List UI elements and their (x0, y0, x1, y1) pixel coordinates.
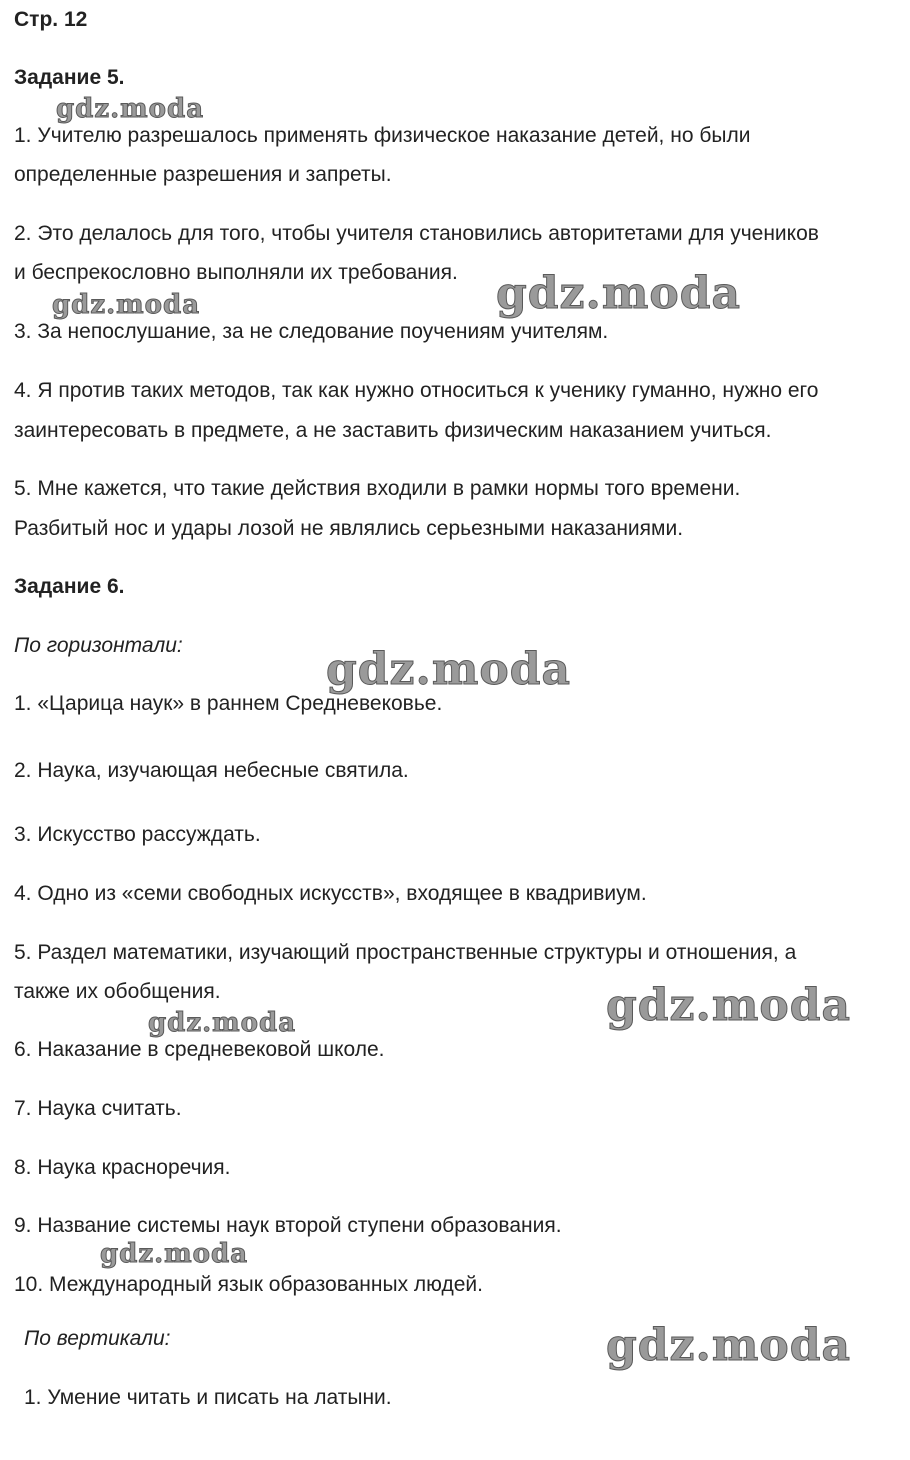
horizontal-clue: 9. Название системы наук второй ступени образования. (14, 1214, 562, 1237)
watermark: gdz.moda (606, 980, 852, 1031)
task5-line: 2. Это делалось для того, чтобы учителя становились авторитетами для учеников (14, 222, 819, 245)
task6-heading: Задание 6. (14, 575, 125, 598)
horizontal-clue: 10. Международный язык образованных людей. (14, 1273, 483, 1296)
watermark: gdz.moda (606, 1320, 852, 1371)
horizontal-clue: 8. Наука красноречия. (14, 1156, 231, 1179)
watermark: gdz.moda (56, 94, 205, 124)
task5-line: 5. Мне кажется, что такие действия входили в рамки нормы того времени. (14, 477, 741, 500)
horizontal-clue: 5. Раздел математики, изучающий пространственные структуры и отношения, а (14, 941, 797, 964)
vertical-heading: По вертикали: (24, 1327, 171, 1350)
page-number: Стр. 12 (14, 8, 88, 31)
watermark: gdz.moda (496, 268, 742, 319)
task5-line: Разбитый нос и удары лозой не являлись серьезными наказаниями. (14, 517, 684, 540)
horizontal-clue: 2. Наука, изучающая небесные святила. (14, 759, 409, 782)
task5-line: и беспрекословно выполняли их требования. (14, 261, 458, 284)
watermark: gdz.moda (148, 1008, 297, 1038)
horizontal-clue: 4. Одно из «семи свободных искусств», входящее в квадривиум. (14, 882, 647, 905)
horizontal-clue: 1. «Царица наук» в раннем Средневековье. (14, 692, 443, 715)
horizontal-clue: 7. Наука считать. (14, 1097, 182, 1120)
horizontal-clue: 3. Искусство рассуждать. (14, 823, 261, 846)
horizontal-clue: 6. Наказание в средневековой школе. (14, 1038, 385, 1061)
task5-line: 3. За непослушание, за не следование поучениям учителям. (14, 320, 609, 343)
task5-line: 4. Я против таких методов, так как нужно относиться к ученику гуманно, нужно его (14, 379, 819, 402)
watermark: gdz.moda (326, 644, 572, 695)
task5-line: определенные разрешения и запреты. (14, 163, 392, 186)
watermark: gdz.moda (52, 290, 201, 320)
watermark: gdz.moda (100, 1239, 249, 1269)
vertical-clue: 1. Умение читать и писать на латыни. (24, 1386, 392, 1409)
task5-line: 1. Учителю разрешалось применять физическое наказание детей, но были (14, 124, 751, 147)
task5-line: заинтересовать в предмете, а не заставить физическим наказанием учиться. (14, 419, 772, 442)
horizontal-heading: По горизонтали: (14, 634, 183, 657)
task5-heading: Задание 5. (14, 66, 125, 89)
horizontal-clue: также их обобщения. (14, 980, 221, 1003)
